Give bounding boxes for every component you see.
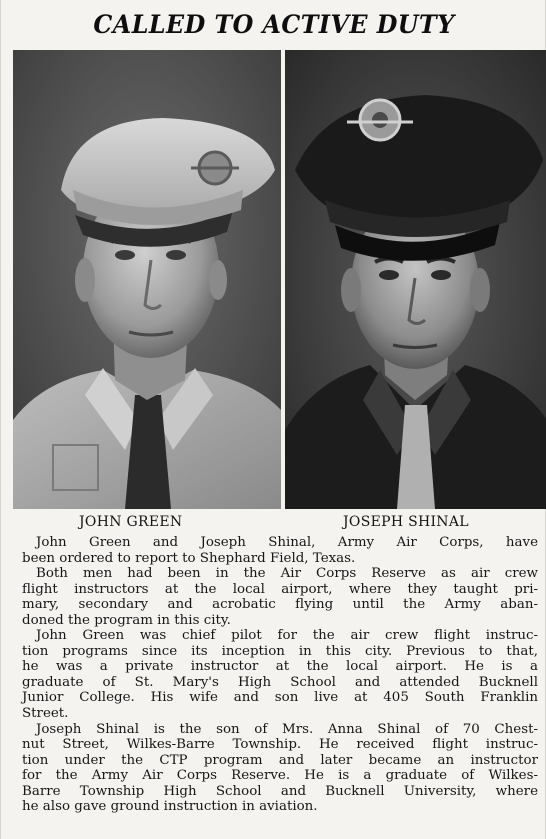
caption-joseph-shinal: JOSEPH SHINAL — [343, 514, 469, 530]
headline: CALLED TO ACTIVE DUTY — [93, 10, 455, 39]
article-line: nut Street, Wilkes-Barre Township. He received flight instruc- — [22, 737, 538, 753]
article-line: mary, secondary and acrobatic flying until the Army aban- — [22, 597, 538, 613]
article-line: he was a private instructor at the local airport. He is a — [22, 659, 538, 675]
article-line: graduate of St. Mary's High School and attended Bucknell — [22, 674, 538, 690]
article-line: tion programs since its inception in this city. Previous to that, — [22, 643, 538, 659]
article-line: Both men had been in the Air Corps Reserve as air crew — [36, 566, 538, 582]
article-line: Barre Township High School and Bucknell University, where — [22, 783, 538, 799]
article-line: he also gave ground instruction in aviation. — [22, 799, 318, 815]
portrait-john-green — [13, 50, 281, 509]
article-line: doned the program in this city. — [22, 612, 231, 628]
portrait-john-green-image — [13, 50, 281, 509]
article-line: John Green and Joseph Shinal, Army Air Corps, have — [36, 535, 538, 550]
article-line: Junior College. His wife and son live at 405 South Franklin — [22, 690, 538, 706]
caption-john-green: JOHN GREEN — [79, 514, 183, 530]
article-body — [22, 535, 538, 815]
article-line: been ordered to report to Shephard Field, Texas. — [22, 550, 356, 566]
article-line: flight instructors at the local airport, where they taught pri- — [22, 581, 538, 597]
article-line: Joseph Shinal is the son of Mrs. Anna Shinal of 70 Chest- — [36, 721, 538, 737]
portrait-joseph-shinal-image — [285, 50, 546, 509]
article-line: for the Army Air Corps Reserve. He is a graduate of Wilkes- — [22, 768, 538, 784]
article-line: tion under the CTP program and later became an instructor — [22, 752, 538, 768]
portrait-joseph-shinal — [285, 50, 546, 509]
article-line: Street. — [22, 706, 69, 722]
article-line: John Green was chief pilot for the air crew flight instruc- — [36, 628, 538, 644]
